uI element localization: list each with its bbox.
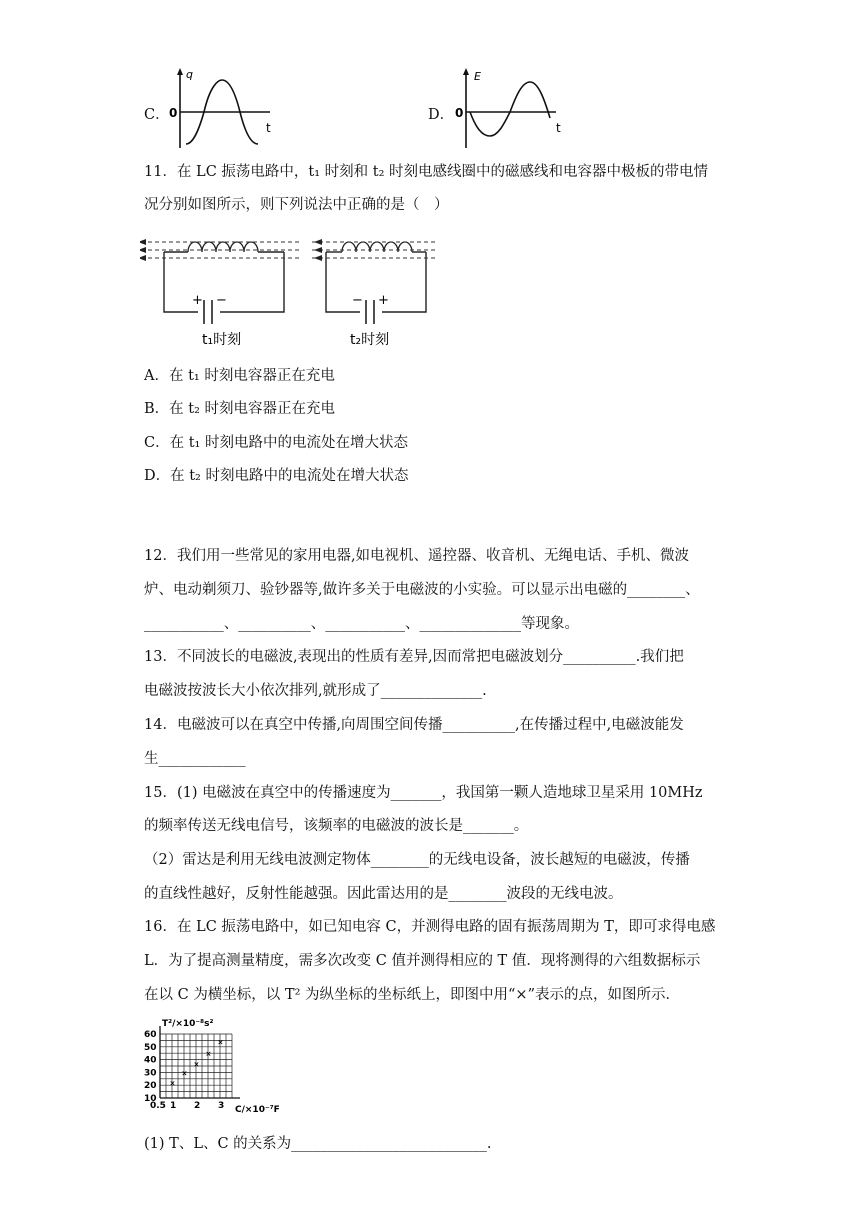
q11-option-c: C．在 t₁ 时刻电路中的电流处在增大状态 (144, 435, 408, 451)
data-point: × (217, 1038, 224, 1047)
data-point: × (205, 1050, 212, 1059)
q12-line1: 12．我们用一些常见的家用电器,如电视机、遥控器、收音机、无绳电话、手机、微波 (144, 548, 690, 564)
graph-d-ylabel: E (474, 70, 481, 83)
graph-d-xlabel: t (556, 121, 561, 135)
y-tick-label: 20 (144, 1081, 157, 1092)
t2-plus-sign: + (378, 293, 389, 308)
x-tick-label: 2 (194, 1101, 201, 1111)
q13-line2: 电磁波按波长大小依次排列,就形成了______________. (144, 683, 487, 699)
data-point: × (181, 1069, 188, 1078)
graph-e-vs-t (452, 66, 572, 154)
t2-minus-sign: − (352, 293, 363, 308)
q15-line4: 的直线性越好，反射性能越强。因此雷达用的是________波段的无线电波。 (144, 886, 623, 902)
q16-line2: L．为了提高测量精度，需多次改变 C 值并测得相应的 T 值．现将测得的六组数据标示 (144, 953, 701, 969)
q13-line1: 13．不同波长的电磁波,表现出的性质有差异,因而常把电磁波划分__________.我们把 (144, 649, 684, 665)
q16-line3: 在以 C 为横坐标，以 T² 为纵坐标的坐标纸上，即图中用“×”表示的点，如图所示． (144, 987, 680, 1003)
q16-line1: 16．在 LC 振荡电路中，如已知电容 C，并测得电路的固有振荡周期为 T，即可求得电感 (144, 919, 716, 935)
q14-line1: 14．电磁波可以在真空中传播,向周围空间传播__________,在传播过程中,电磁波能发 (144, 717, 684, 733)
x-tick-label: 1 (170, 1101, 177, 1111)
circuit-t1 (140, 239, 300, 348)
q16-sub1: (1) T、L、C 的关系为___________________________. (144, 1136, 492, 1152)
data-point: × (169, 1079, 176, 1088)
t1-plus-sign: + (192, 293, 203, 308)
t2-caption: t₂时刻 (350, 332, 390, 348)
graph-c-ylabel: q (186, 68, 193, 81)
x-tick-label: 0.5 (150, 1101, 166, 1111)
y-tick-label: 50 (144, 1042, 157, 1053)
q14-line2: 生____________ (144, 751, 246, 767)
t1-caption: t₁时刻 (202, 332, 242, 348)
q11-line1: 11．在 LC 振荡电路中，t₁ 时刻和 t₂ 时刻电感线圈中的磁感线和电容器中极板的带电情 (144, 164, 708, 180)
graph-q-vs-t (166, 66, 286, 154)
lc-circuit-figure (140, 228, 440, 354)
option-c-label: C． (144, 107, 170, 123)
q11-line2: 况分别如图所示，则下列说法中正确的是（ ） (144, 197, 449, 213)
q11-option-b: B．在 t₂ 时刻电容器正在充电 (144, 401, 336, 417)
graph-c-xlabel: t (266, 121, 271, 135)
q15-line3: （2）雷达是利用无线电波测定物体________的无线电设备，波长越短的电磁波，传播 (144, 852, 690, 868)
y-tick-label: 10 (144, 1094, 157, 1104)
q15-line2: 的频率传送无线电信号，该频率的电磁波的波长是_______。 (144, 818, 529, 834)
chart-ylabel: T²/×10⁻⁸s² (162, 1019, 214, 1029)
q11-option-a: A．在 t₁ 时刻电容器正在充电 (144, 368, 335, 384)
data-point: × (193, 1060, 200, 1069)
x-tick-label: 3 (218, 1101, 225, 1111)
graph-d-origin: 0 (455, 106, 464, 120)
q12-line3: ___________、__________、___________、______________等现象。 (144, 616, 579, 632)
y-tick-label: 40 (144, 1055, 157, 1066)
q11-option-d: D．在 t₂ 时刻电路中的电流处在增大状态 (144, 468, 409, 484)
chart-xlabel: C/×10⁻⁷F (235, 1105, 280, 1115)
graph-c-origin: 0 (169, 106, 178, 120)
q15-line1: 15．(1) 电磁波在真空中的传播速度为_______，我国第一颗人造地球卫星采用 10MHz (144, 785, 703, 801)
t1-minus-sign: − (216, 293, 227, 308)
option-d-label: D． (428, 107, 455, 123)
y-tick-label: 60 (144, 1030, 157, 1040)
circuit-t2 (312, 239, 438, 348)
q12-line2: 炉、电动剃须刀、验钞器等,做许多关于电磁波的小实验。可以显示出电磁的________、 (144, 582, 700, 598)
t2-vs-c-chart (140, 1016, 290, 1118)
y-tick-label: 30 (144, 1068, 157, 1079)
